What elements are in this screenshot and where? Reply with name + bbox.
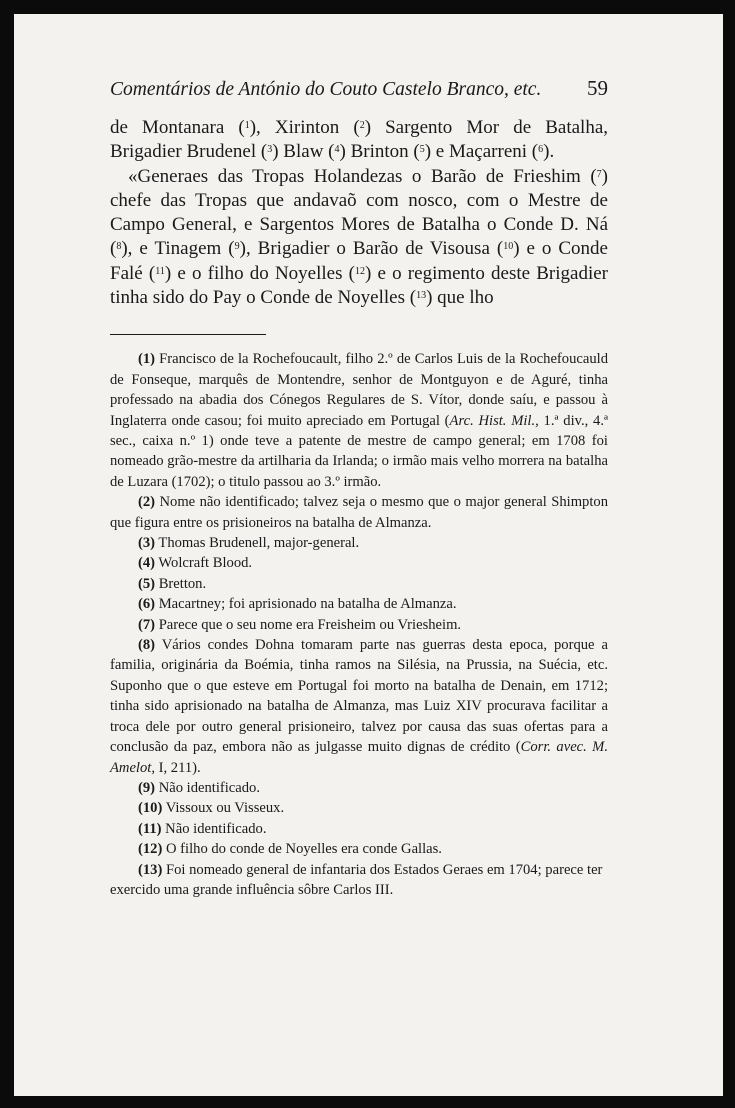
note-ref: 1 [244, 120, 250, 131]
footnote: (11) Não identificado. [138, 820, 267, 837]
footnote-marker: (12) [138, 841, 163, 858]
main-paragraph: «Generaes das Tropas Holandezas o Barão de Frieshim ($^7$) chefe das Tropas que andavaõ com nosco, com o Mestre de Campo General, e Sargentos Mores de Batalha o Conde D. Ná ($^8$), e Tinagem ($^9$), Brigadier o Barão de Visousa ($^{10}$) e o Conde Falé ($^{11}$) e o filho do Noyelles ($^{12}$) e o regimento deste Brigadier tinha sido do Pay o Conde de Noyelles ($^{13}$) que lho [110, 165, 608, 309]
footnote-marker: (3) [138, 535, 156, 552]
note-ref: 11 [155, 265, 165, 277]
footnote: (9) Não identificado. [138, 779, 260, 796]
footnote: (13) Foi nomeado general de infantaria dos Estados Geraes em 1704; parece ter exercido uma grande influência sôbre Carlos III. [110, 861, 603, 898]
footnotes [110, 349, 608, 900]
footnote: (7) Parece que o seu nome era Freisheim ou Vriesheim. [138, 616, 462, 633]
book-page [14, 14, 723, 1096]
running-title: Comentários de António do Couto Castelo Branco, etc. [110, 79, 542, 100]
footnote: (4) Wolcraft Blood. [138, 555, 253, 572]
note-ref: 8 [116, 241, 122, 253]
footnote-marker: (11) [138, 820, 162, 837]
footnote-marker: (4) [138, 555, 156, 572]
footnote-marker: (2) [138, 494, 156, 511]
note-ref: 12 [355, 265, 365, 277]
footnote: (8) Vários condes Dohna tomaram parte nas guerras desta epoca, porque a familia, originária da Boémia, tinha ramos na Silésia, na Prussia, na Suécia, etc. Suponho que o que esteve em Portugal foi morto na batalha de Denain, em 1712; tinha sido aprisionado na batalha de Almanza, mas Luiz XIV procurava facilitar a troca dele por outro general prisioneiro, talvez por causa das suas ofertas para a conclusão da paz, embora não as julgasse muito dignas de crédito (Corr. avec. M. Amelot, I, 211). [110, 637, 608, 776]
note-ref: 10 [503, 241, 514, 253]
note-ref: 3 [267, 144, 273, 156]
footnote: (10) Vissoux ou Visseux. [138, 800, 285, 817]
note-ref: 13 [416, 290, 427, 302]
footnote-marker: (10) [138, 800, 163, 817]
note-ref: 6 [538, 144, 544, 156]
main-paragraph: de Montanara ($^1$), Xirinton ($^2$) Sargento Mor de Batalha, Brigadier Brudenel ($^3$) Blaw ($^4$) Brinton ($^5$) e Maçarreni ($^6$). [110, 117, 608, 163]
running-header [110, 76, 608, 106]
footnote-marker: (7) [138, 616, 156, 633]
footnote: (6) Macartney; foi aprisionado na batalha de Almanza. [138, 596, 457, 613]
main-text [110, 116, 608, 310]
footnote-marker: (13) [138, 861, 163, 878]
page-number: 59 [587, 76, 608, 100]
footnote-marker: (1) [138, 351, 156, 368]
footnote-divider [110, 334, 266, 335]
footnote: (3) Thomas Brudenell, major-general. [138, 535, 360, 552]
footnote-marker: (8) [138, 637, 156, 654]
footnote-marker: (6) [138, 596, 156, 613]
note-ref: 5 [419, 144, 425, 156]
note-ref: 9 [234, 241, 240, 253]
footnote: (1) Francisco de la Rochefoucault, filho 2.º de Carlos Luis de la Rochefoucauld de Fonseque, marquês de Montendre, senhor de Montguyon e de Aguré, tinha professado na abadia dos Cónegos Regulares de S. Vítor, donde saíu, e passou à Inglaterra onde casou; foi muito apreciado em Portugal (Arc. Hist. Mil., 1.ª div., 4.ª sec., caixa n.º 1) onde teve a patente de mestre de campo general; em 1708 foi nomeado grão-mestre da artilharia da Irlanda; o irmão mais velho morrera na batalha de Luzara (1702); o titulo passou ao 3.º irmão. [110, 351, 608, 490]
footnote: (2) Nome não identificado; talvez seja o mesmo que o major general Shimpton que figura entre os prisioneiros na batalha de Almanza. [110, 494, 608, 531]
page-content [110, 76, 608, 900]
note-ref: 4 [334, 144, 340, 156]
note-ref: 2 [359, 120, 365, 131]
footnote: (5) Bretton. [138, 575, 207, 592]
note-ref: 7 [596, 168, 602, 180]
footnote-marker: (9) [138, 779, 156, 796]
footnote-marker: (5) [138, 575, 156, 592]
footnote: (12) O filho do conde de Noyelles era conde Gallas. [138, 841, 442, 858]
